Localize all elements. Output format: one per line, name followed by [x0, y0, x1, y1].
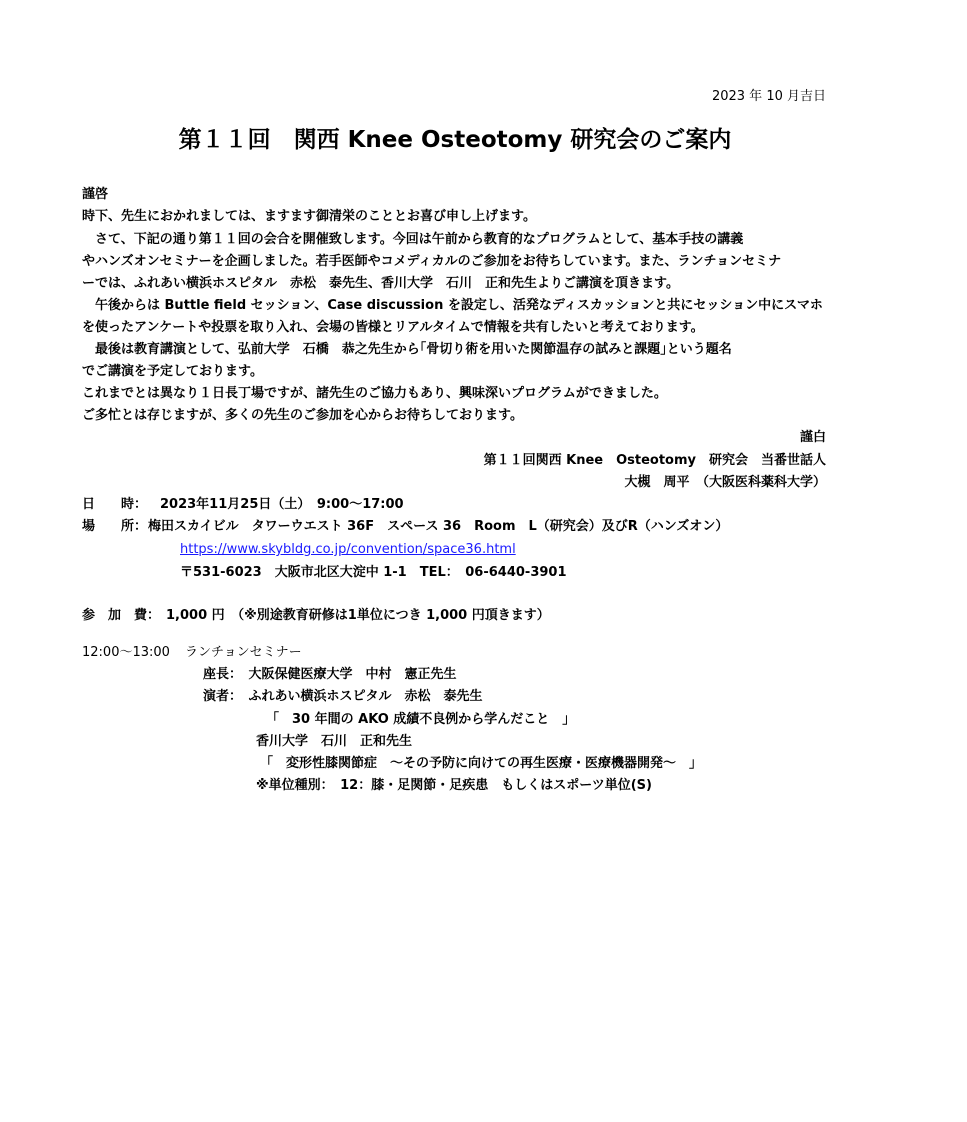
session-speaker-2: 香川大学 石川 正和先生 [256, 734, 413, 749]
organizer: 第１１回関西 Knee Osteotomy 研究会 当番世話人 [483, 453, 826, 468]
session-talk-2: 「 変形性膝関節症 ～その予防に向けての再生医療・医療機器開発～ 」 [260, 756, 703, 771]
body-line: やハンズオンセミナーを企画しました。若手医師やコメディカルのご参加をお待ちしています。また、ランチョンセミナ [82, 254, 782, 269]
venue-address: 〒531-6023 大阪市北区大淀中 1-1 TEL： 06-6440-3901 [180, 565, 567, 580]
session-speaker-1: 演者： ふれあい横浜ホスピタル 赤松 泰先生 [203, 689, 483, 704]
session-name: ランチョンセミナー [185, 645, 302, 660]
organizer-name: 大槻 周平 （大阪医科薬科大学） [624, 475, 826, 490]
session-talk-1: 「 30 年間の AKO 成績不良例から学んだこと 」 [266, 712, 576, 727]
closing: 謹白 [799, 430, 826, 445]
body-line: これまでとは異なり１日長丁場ですが、諸先生のご協力もあり、興味深いプログラムができました。 [82, 386, 667, 401]
datetime-label: 日 時： [82, 497, 148, 512]
datetime-value: 2023年11月25日（土） 9:00～17:00 [160, 497, 404, 512]
body-line: 午後からは Buttle field セッション、Case discussion を設定し、活発なディスカッションと共にセッション中にスマホ [82, 298, 823, 313]
issue-date: 2023 年 10 月吉日 [711, 89, 826, 104]
body-line: を使ったアンケートや投票を取り入れ、会場の皆様とリアルタイムで情報を共有したいと考えております。 [82, 320, 704, 335]
fee-value: 1,000 円 （※別途教育研修は1単位につき 1,000 円頂きます） [166, 608, 550, 623]
body-line: 時下、先生におかれましては、ますます御清栄のこととお喜び申し上げます。 [82, 209, 536, 224]
venue-url-link[interactable]: https://www.skybldg.co.jp/convention/space36.html [180, 542, 516, 557]
salutation: 謹啓 [82, 187, 109, 202]
body-line: さて、下記の通り第１１回の会合を開催致します。今回は午前から教育的なプログラムとして、基本手技の講義 [82, 232, 744, 247]
body-line: ご多忙とは存じますが、多くの先生のご参加を心からお待ちしております。 [82, 408, 523, 423]
session-chair: 座長： 大阪保健医療大学 中村 憲正先生 [203, 667, 457, 682]
page-title: 第１１回 関西 Knee Osteotomy 研究会のご案内 [178, 127, 732, 153]
fee-label: 参 加 費： [82, 608, 161, 623]
body-line: ーでは、ふれあい横浜ホスピタル 赤松 泰先生、香川大学 石川 正和先生よりご講演を頂きます。 [82, 276, 679, 291]
venue-value: 梅田スカイビル タワーウエスト 36F スペース 36 Room L（研究会）及びR（ハンズオン） [148, 519, 729, 534]
session-credit: ※単位種別： 12：膝・足関節・足疾患 もしくはスポーツ単位(S) [256, 778, 652, 793]
session-time: 12:00～13:00 [82, 645, 170, 660]
venue-label: 場 所： [82, 519, 148, 534]
body-line: 最後は教育講演として、弘前大学 石橋 恭之先生から｢骨切り術を用いた関節温存の試みと課題｣という題名 [82, 342, 732, 357]
body-line: でご講演を予定しております。 [82, 364, 263, 379]
